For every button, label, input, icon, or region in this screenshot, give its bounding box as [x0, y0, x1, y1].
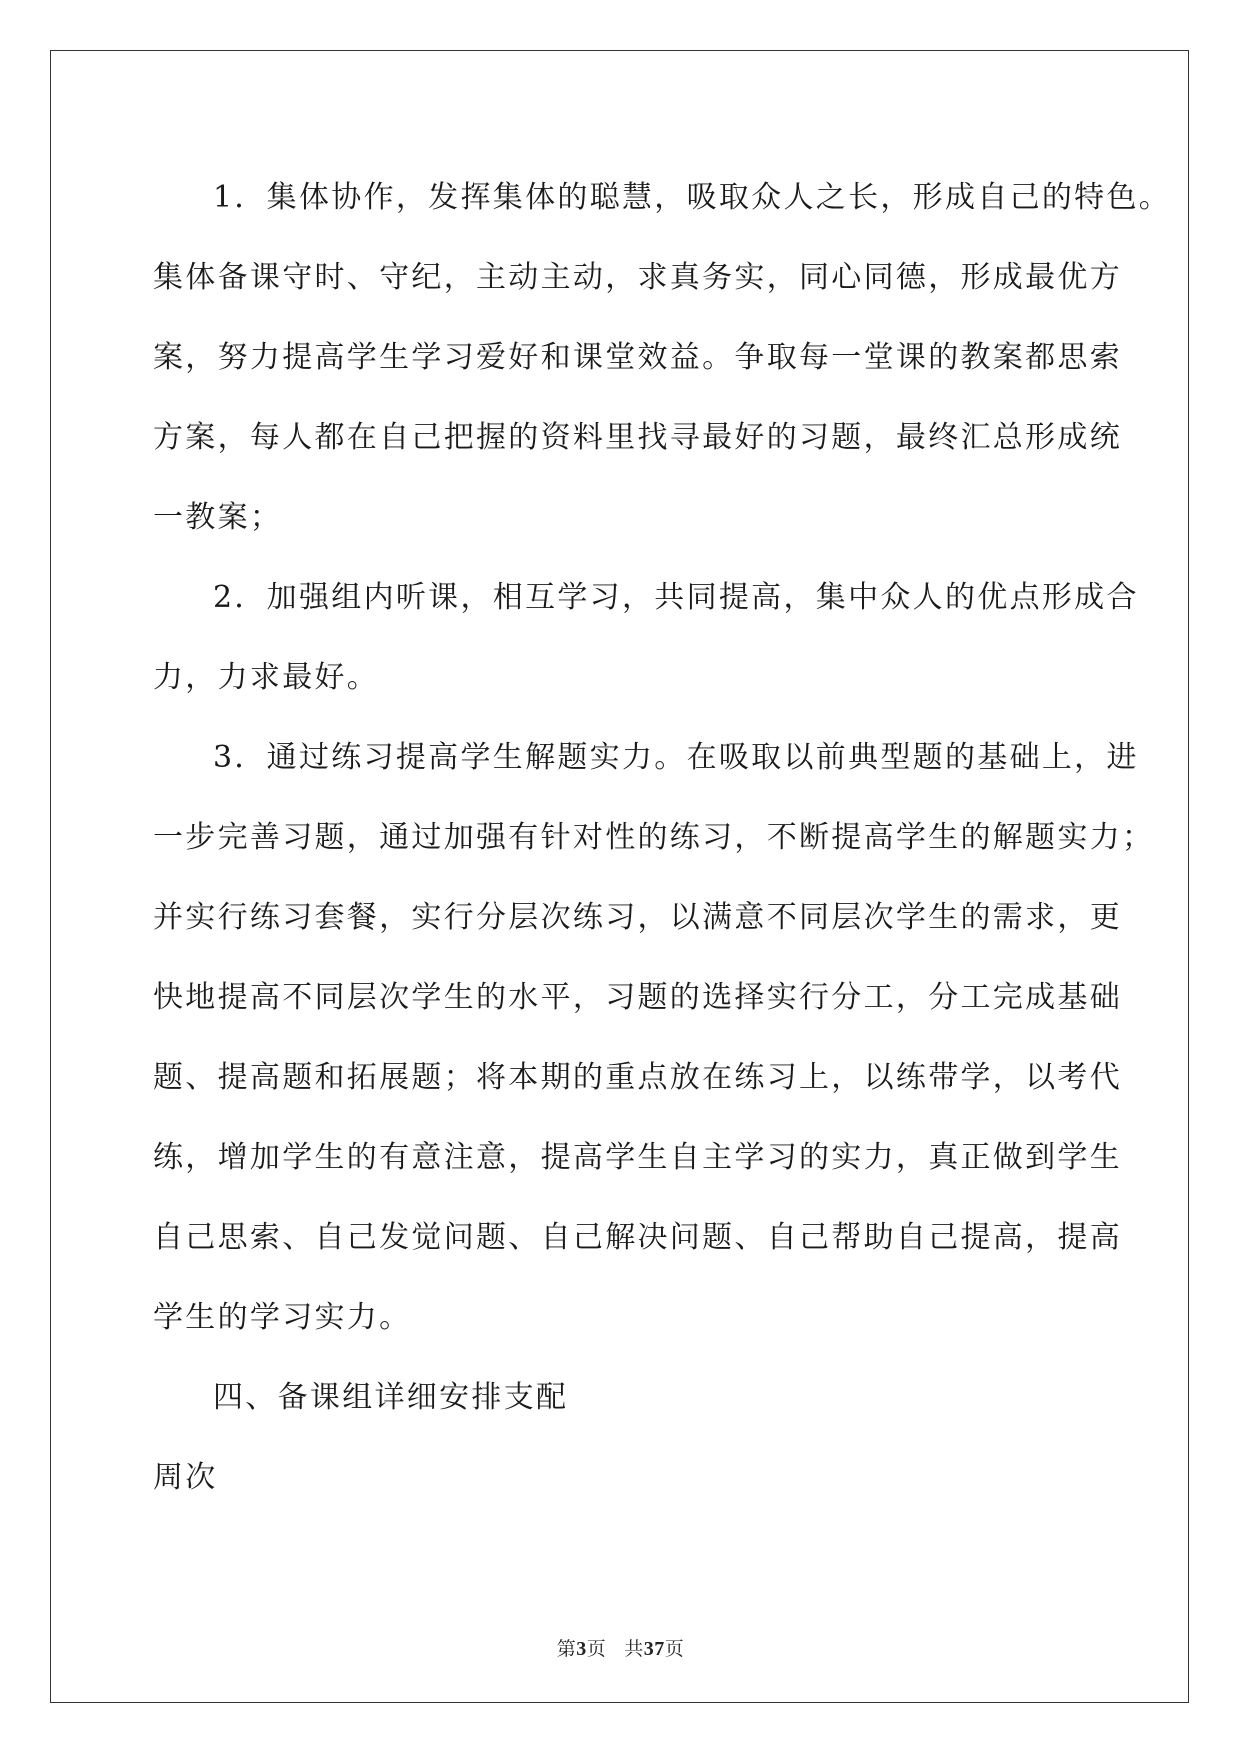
paragraph-3-line-1: 3．通过练习提高学生解题实力。在吸取以前典型题的基础上，进 [213, 740, 1139, 775]
paragraph-3-line-3: 并实行练习套餐，实行分层次练习，以满意不同层次学生的需求，更 [153, 900, 1122, 935]
paragraph-3-line-2: 一步完善习题，通过加强有针对性的练习，不断提高学生的解题实力； [153, 820, 1155, 855]
paragraph-1-line-5: 一教案； [153, 500, 283, 535]
table-label: 周次 [153, 1460, 218, 1495]
page-footer [0, 1634, 1241, 1661]
paragraph-3-line-7: 自己思索、自己发觉问题、自己解决问题、自己帮助自己提高，提高 [153, 1220, 1122, 1255]
section-heading: 四、备课组详细安排支配 [213, 1380, 569, 1415]
paragraph-3-line-8: 学生的学习实力。 [153, 1300, 412, 1335]
paragraph-1-line-4: 方案，每人都在自己把握的资料里找寻最好的习题，最终汇总形成统 [153, 420, 1122, 455]
paragraph-3-line-5: 题、提高题和拓展题；将本期的重点放在练习上，以练带学，以考代 [153, 1060, 1122, 1095]
page-suffix: 页 [586, 1638, 607, 1660]
paragraph-3-line-6: 练，增加学生的有意注意，提高学生自主学习的实力，真正做到学生 [153, 1140, 1122, 1175]
page-prefix: 第 [556, 1638, 577, 1660]
total-page-count: 37 [643, 1638, 665, 1660]
paragraph-3-line-4: 快地提高不同层次学生的水平，习题的选择实行分工，分工完成基础 [153, 980, 1122, 1015]
total-prefix: 共 [624, 1638, 644, 1660]
paragraph-1-line-3: 案，努力提高学生学习爱好和课堂效益。争取每一堂课的教案都思索 [153, 340, 1122, 375]
current-page-number: 3 [576, 1638, 587, 1660]
paragraph-2-line-2: 力，力求最好。 [153, 660, 380, 695]
paragraph-2-line-1: 2．加强组内听课，相互学习，共同提高，集中众人的优点形成合 [213, 580, 1139, 615]
paragraph-1-line-2: 集体备课守时、守纪，主动主动，求真务实，同心同德，形成最优方 [153, 260, 1122, 295]
total-suffix: 页 [664, 1638, 685, 1660]
document-body [153, 158, 1172, 1518]
paragraph-1-line-1: 1．集体协作，发挥集体的聪慧，吸取众人之长，形成自己的特色。 [213, 180, 1172, 215]
